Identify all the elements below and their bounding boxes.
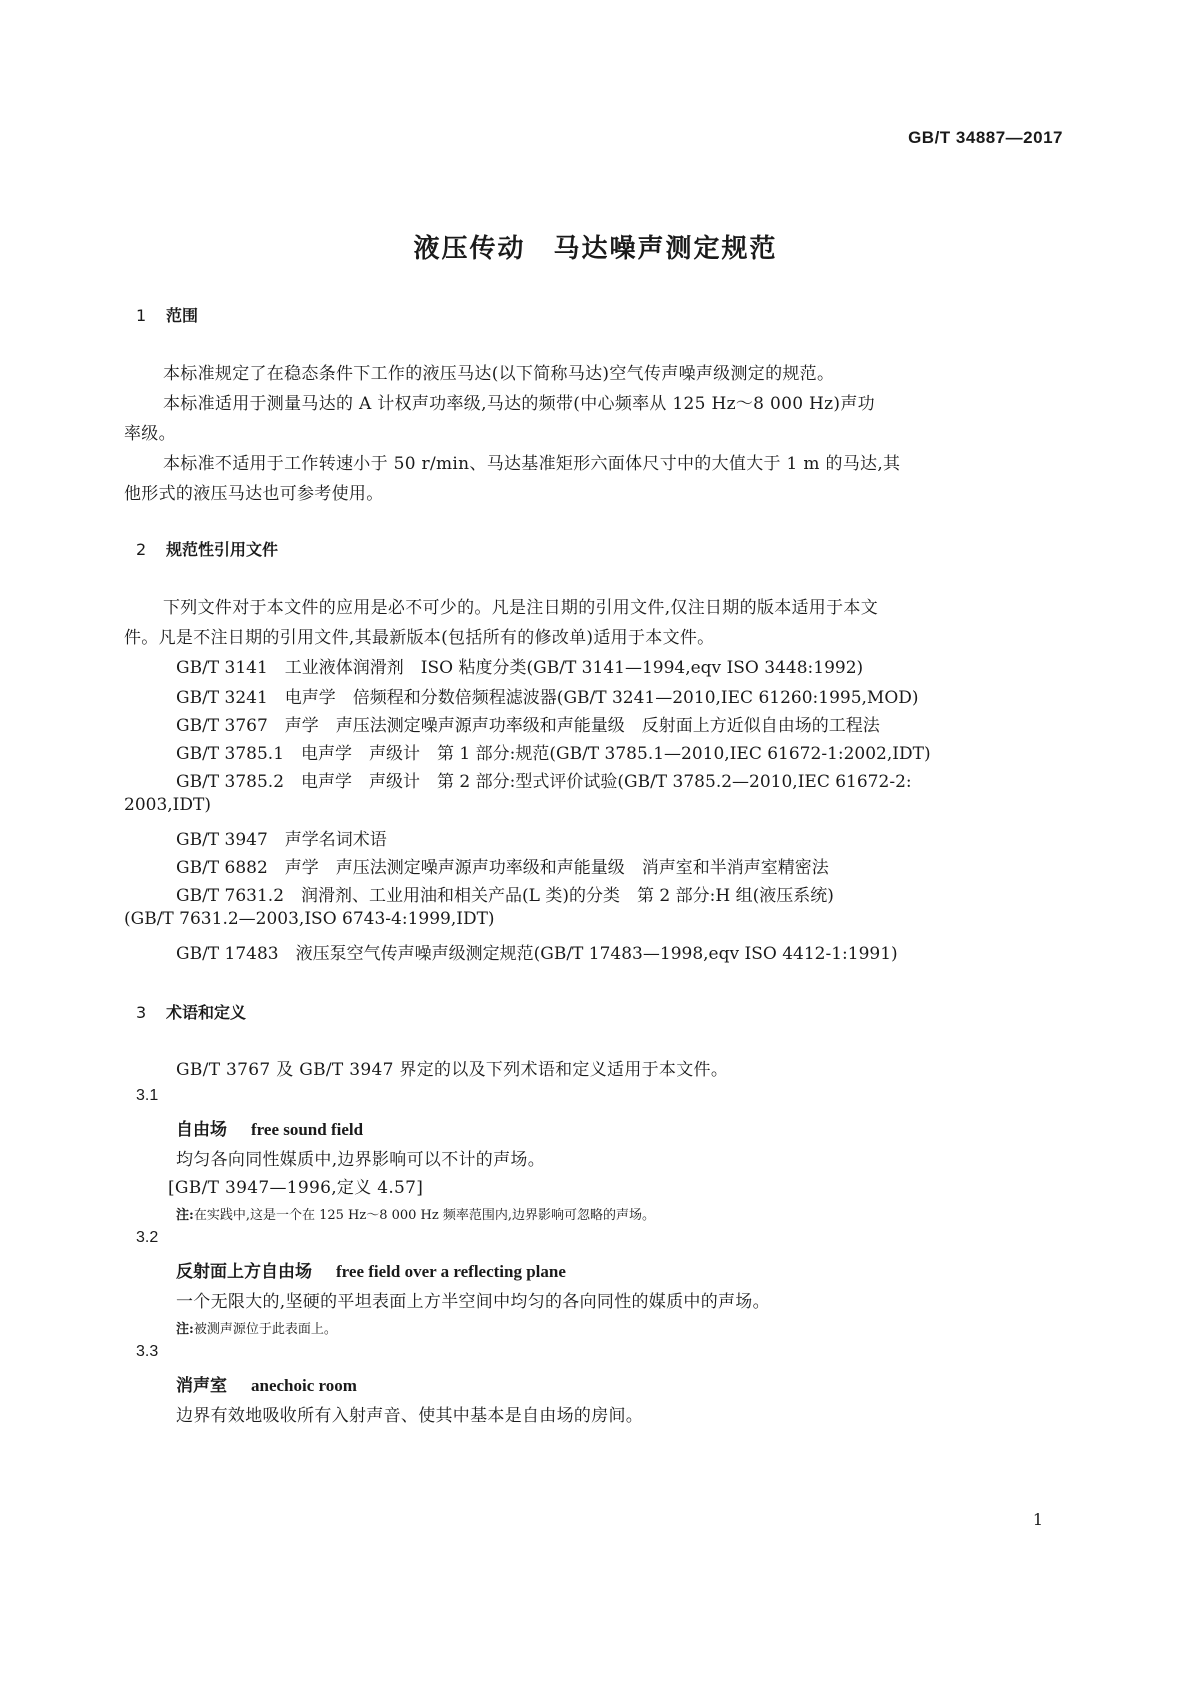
reference-item: GB/T 7631.2 润滑剂、工业用油和相关产品(L 类)的分类 第 2 部分:H 组(液压系统)	[176, 886, 834, 906]
term-definition: 均匀各向同性媒质中,边界影响可以不计的声场。	[176, 1150, 546, 1170]
term-en: anechoic room	[251, 1376, 357, 1395]
paragraph-line: 本标准规定了在稳态条件下工作的液压马达(以下简称马达)空气传声噪声级测定的规范。	[163, 364, 835, 384]
term-number: 3.3	[136, 1343, 159, 1360]
section-3-heading	[136, 1000, 246, 1023]
note-label: 注:	[176, 1208, 194, 1223]
note-text: 在实践中,这是一个在 125 Hz～8 000 Hz 频率范围内,边界影响可忽略的声场。	[193, 1208, 656, 1223]
reference-item: GB/T 3241 电声学 倍频程和分数倍频程滤波器(GB/T 3241—2010,IEC 61260:1995,MOD)	[176, 688, 919, 708]
standard-code: GB/T 34887—2017	[908, 128, 1063, 147]
term-zh: 自由场	[176, 1120, 227, 1140]
section-title: 术语和定义	[166, 1003, 247, 1022]
reference-item: GB/T 3785.1 电声学 声级计 第 1 部分:规范(GB/T 3785.1—2010,IEC 61672-1:2002,IDT)	[176, 744, 931, 764]
term-zh: 消声室	[176, 1376, 227, 1396]
term-en: free sound field	[251, 1120, 364, 1139]
term-definition: 边界有效地吸收所有入射声音、使其中基本是自由场的房间。	[176, 1406, 644, 1426]
paragraph-line: 下列文件对于本文件的应用是必不可少的。凡是注日期的引用文件,仅注日期的版本适用于本文	[163, 598, 879, 618]
term-number: 3.2	[136, 1229, 159, 1246]
reference-item: GB/T 3947 声学名词术语	[176, 830, 387, 850]
paragraph-line: 本标准不适用于工作转速小于 50 r/min、马达基准矩形六面体尺寸中的大值大于 1 m 的马达,其	[163, 454, 901, 474]
term-note	[176, 1204, 655, 1223]
reference-item: GB/T 3767 声学 声压法测定噪声源声功率级和声能量级 反射面上方近似自由场的工程法	[176, 716, 880, 736]
section-number: 2	[136, 540, 147, 559]
note-text: 被测声源位于此表面上。	[193, 1322, 337, 1337]
reference-item: GB/T 6882 声学 声压法测定噪声源声功率级和声能量级 消声室和半消声室精密法	[176, 858, 829, 878]
term-note	[176, 1318, 337, 1337]
paragraph-line: 他形式的液压马达也可参考使用。	[124, 484, 384, 504]
reference-item-continuation: 2003,IDT)	[124, 795, 211, 815]
term-definition: 一个无限大的,坚硬的平坦表面上方半空间中均匀的各向同性的媒质中的声场。	[176, 1292, 770, 1312]
paragraph-line: GB/T 3767 及 GB/T 3947 界定的以及下列术语和定义适用于本文件。	[176, 1060, 729, 1080]
term-number: 3.1	[136, 1087, 159, 1104]
reference-item: GB/T 17483 液压泵空气传声噪声级测定规范(GB/T 17483—1998,eqv ISO 4412-1:1991)	[176, 944, 898, 964]
term-source: [GB/T 3947—1996,定义 4.57]	[168, 1178, 424, 1198]
document-title: 液压传动 马达噪声测定规范	[413, 234, 778, 264]
term-heading	[176, 1371, 357, 1396]
section-title: 范围	[166, 306, 199, 325]
reference-item: GB/T 3785.2 电声学 声级计 第 2 部分:型式评价试验(GB/T 3785.2—2010,IEC 61672-2:	[176, 772, 912, 792]
section-number: 3	[136, 1003, 147, 1022]
section-title: 规范性引用文件	[166, 540, 279, 559]
paragraph-line: 件。凡是不注日期的引用文件,其最新版本(包括所有的修改单)适用于本文件。	[124, 628, 715, 648]
term-en: free field over a reflecting plane	[336, 1262, 566, 1281]
paragraph-line: 率级。	[124, 424, 176, 444]
section-1-heading	[136, 303, 198, 326]
page-number: 1	[1032, 1510, 1043, 1529]
note-label: 注:	[176, 1322, 194, 1337]
section-2-heading	[136, 537, 278, 560]
reference-item: GB/T 3141 工业液体润滑剂 ISO 粘度分类(GB/T 3141—1994,eqv ISO 3448:1992)	[176, 658, 864, 678]
term-heading	[176, 1115, 363, 1140]
paragraph-line: 本标准适用于测量马达的 A 计权声功率级,马达的频带(中心频率从 125 Hz～8 000 Hz)声功	[163, 394, 875, 414]
section-number: 1	[136, 306, 147, 325]
reference-item-continuation: (GB/T 7631.2—2003,ISO 6743-4:1999,IDT)	[124, 909, 495, 929]
term-zh: 反射面上方自由场	[176, 1262, 312, 1282]
term-heading	[176, 1257, 566, 1282]
